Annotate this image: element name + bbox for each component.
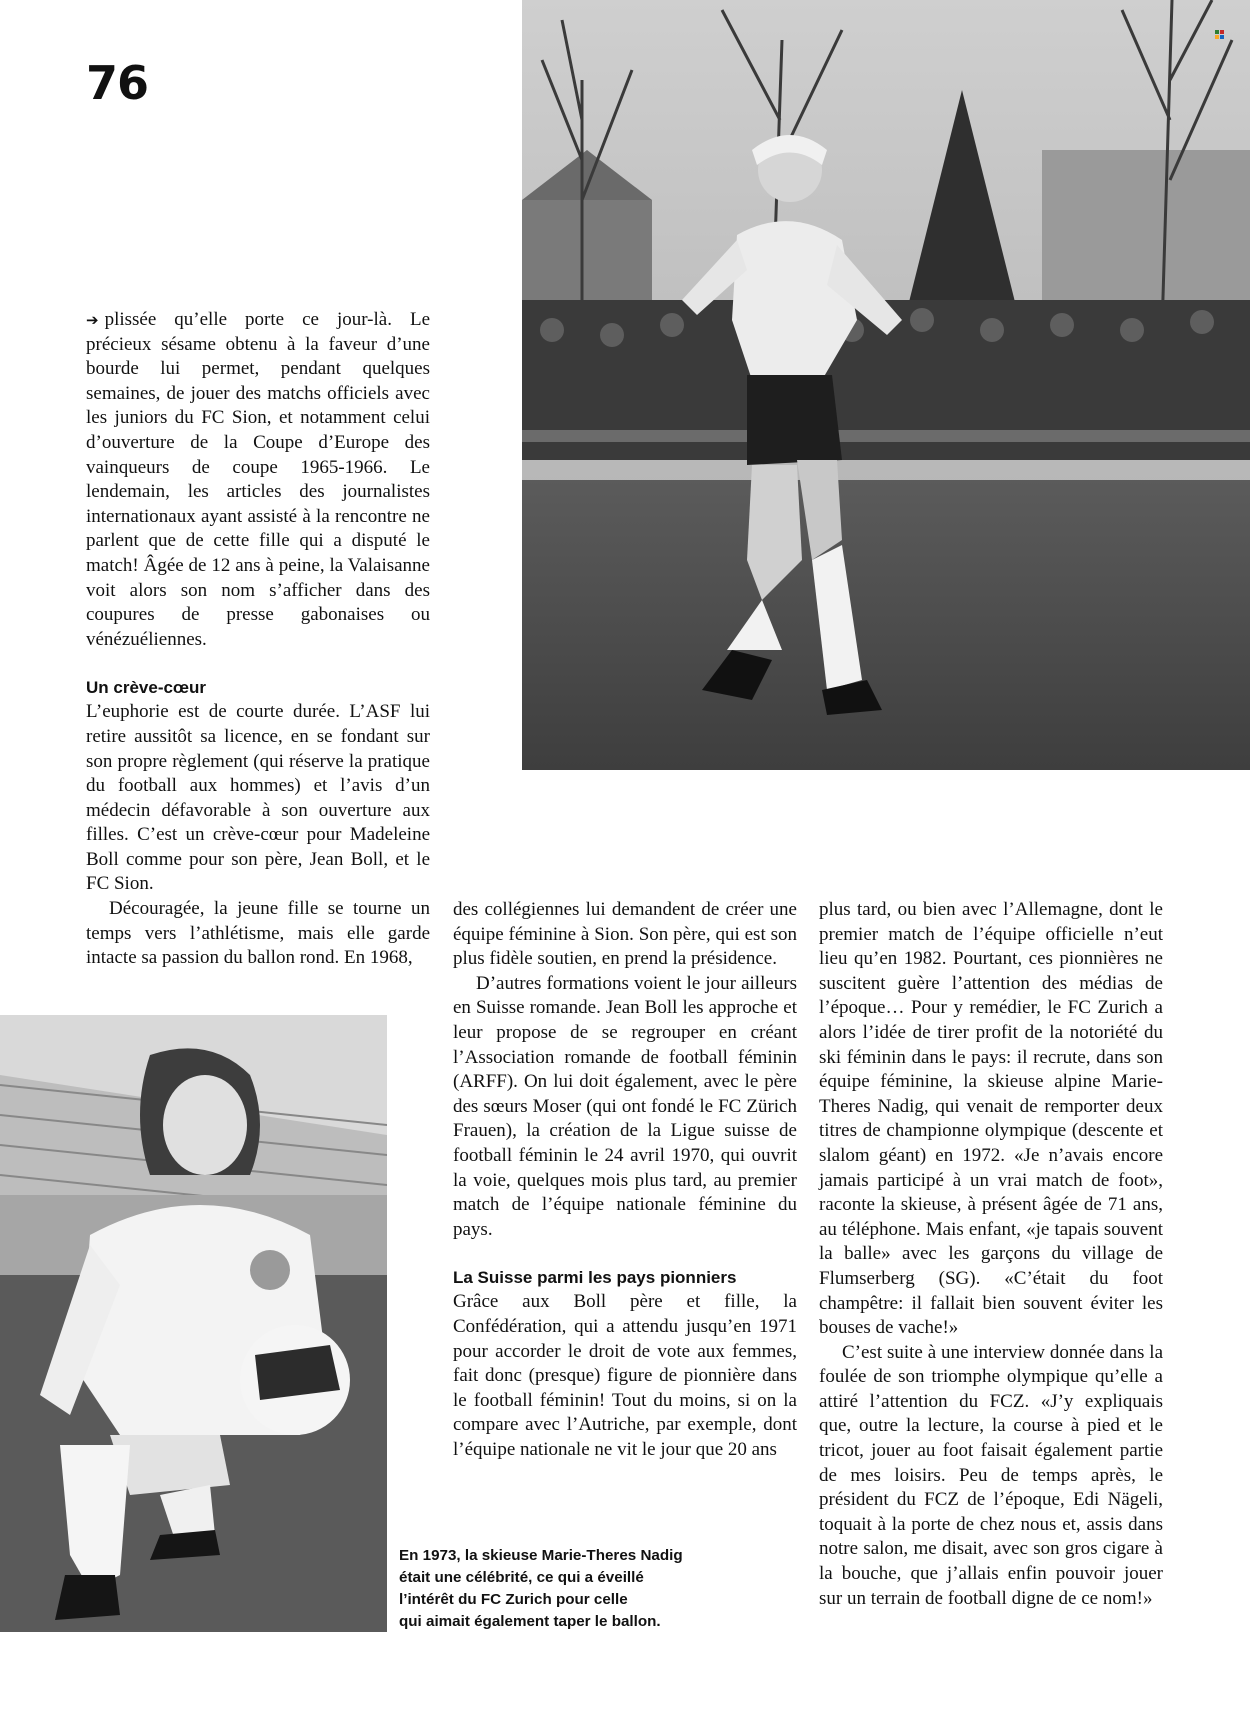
lead-text: plissée qu’elle porte ce jour-là. Le précieux sésame obtenu à la faveur d’une bourde lui permet, pendant quelques semaines, de jouer des matchs officiels avec les juniors du FC Sion, et notamment celui d’ouverture de la Coupe d’Europe des vainqueurs de coupe 1965-1966. Le lendemain, les articles des journalistes internationaux ayant assisté à la rencontre ne parlent que de cette fille qui a disputé le match! Âgée de 12 ans à peine, la Valaisanne voit alors son nom s’afficher dans des coupures de presse gabonaises ou vénézuéliennes. (86, 309, 430, 650)
bottom-photo (0, 1015, 387, 1632)
paragraph: Découragée, la jeune fille se tourne un temps vers l’athlétisme, mais elle garde intacte sa passion du ballon rond. En 1968, (86, 898, 430, 969)
caption-line: En 1973, la skieuse Marie-Theres Nadig (399, 1547, 683, 1564)
caption-line: était une célébrité, ce qui a éveillé (399, 1569, 644, 1586)
paragraph: Grâce aux Boll père et fille, la Confédération, qui a attendu jusqu’en 1971 pour accorder le droit de vote aux femmes, fait donc (presque) figure de pionnière dans le football féminin! Tout du moins, si on la compare avec l’Autriche, par exemple, dont l’équipe nationale ne vit le jour que 20 ans (453, 1291, 797, 1460)
photo-caption (399, 1545, 709, 1633)
section-heading: Un crève-cœur (86, 678, 206, 698)
article-column-2 (453, 898, 797, 1462)
continuation-arrow-icon: ➔ (86, 311, 99, 329)
caption-line: qui aimait également taper le ballon. (399, 1613, 661, 1630)
top-photo (522, 0, 1250, 770)
article-column-1 (86, 308, 430, 971)
paragraph: C’est suite à une interview donnée dans la foulée de son triomphe olympique qu’elle a attiré l’attention du FCZ. «J’y expliquais que, outre la lecture, la course à pied et le tricot, jouer au foot faisait également partie de mes loisirs. Peu de temps après, le président du FCZ de l’époque, Edi Nägeli, toquait à la porte de chez nous et, assis dans notre salon, me disait, avec son gros cigare à la bouche, que j’allais enfin pouvoir jouer sur un terrain de football digne de ce nom!» (819, 1341, 1163, 1609)
paragraph: L’euphorie est de courte durée. L’ASF lui retire aussitôt sa licence, en se fondant sur son propre règlement (qui réserve la pratique du football aux hommes) et l’avis d’un médecin défavorable à son ouverture aux filles. C’est un crève-cœur pour Madeleine Boll comme pour son père, Jean Boll, et le FC Sion. (86, 701, 430, 895)
page-number: 76 (86, 56, 149, 110)
paragraph: des collégiennes lui demandent de créer une équipe féminine à Sion. Son père, qui est son plus fidèle soutien, en prend la présidence. (453, 899, 797, 970)
bottom-photo-image (0, 1015, 387, 1632)
section-heading: La Suisse parmi les pays pionniers (453, 1268, 737, 1288)
paragraph: D’autres formations voient le jour ailleurs en Suisse romande. Jean Boll les approche et leur propose de se regrouper en créant l’Association romande de football féminin (ARFF). On lui doit également, avec le père des sœurs Moser (qui ont fondé le FC Zürich Frauen), la création de la Ligue suisse de football féminin le 24 avril 1970, qui ouvrit la voie, quelques mois plus tard, au premier match de l’équipe nationale féminine du pays. (453, 972, 797, 1240)
paragraph (86, 308, 430, 652)
print-marks-icon (1215, 30, 1225, 40)
top-photo-image (522, 0, 1250, 770)
paragraph: plus tard, ou bien avec l’Allemagne, dont le premier match de l’équipe officielle n’eut lieu qu’en 1982. Pourtant, ces pionnières ne suscitent guère l’attention des médias de l’époque… Pour y remédier, le FC Zurich a alors l’idée de tirer profit de la notoriété du ski féminin dans le pays: il recrute, dans son équipe féminine, la skieuse alpine Marie-Theres Nadig, qui venait de remporter deux titres de championne olympique (descente et slalom géant) en 1972. «Je n’avais encore jamais participé à un vrai match de foot», raconte la skieuse, à présent âgée de 71 ans, au téléphone. Mais enfant, «je tapais souvent la balle» avec les garçons du village de Flumserberg (SG). «C’était du foot champêtre: il fallait bien souvent éviter les bouses de vache!» (819, 899, 1163, 1339)
article-column-3 (819, 898, 1163, 1611)
caption-line: l’intérêt du FC Zurich pour celle (399, 1591, 628, 1608)
